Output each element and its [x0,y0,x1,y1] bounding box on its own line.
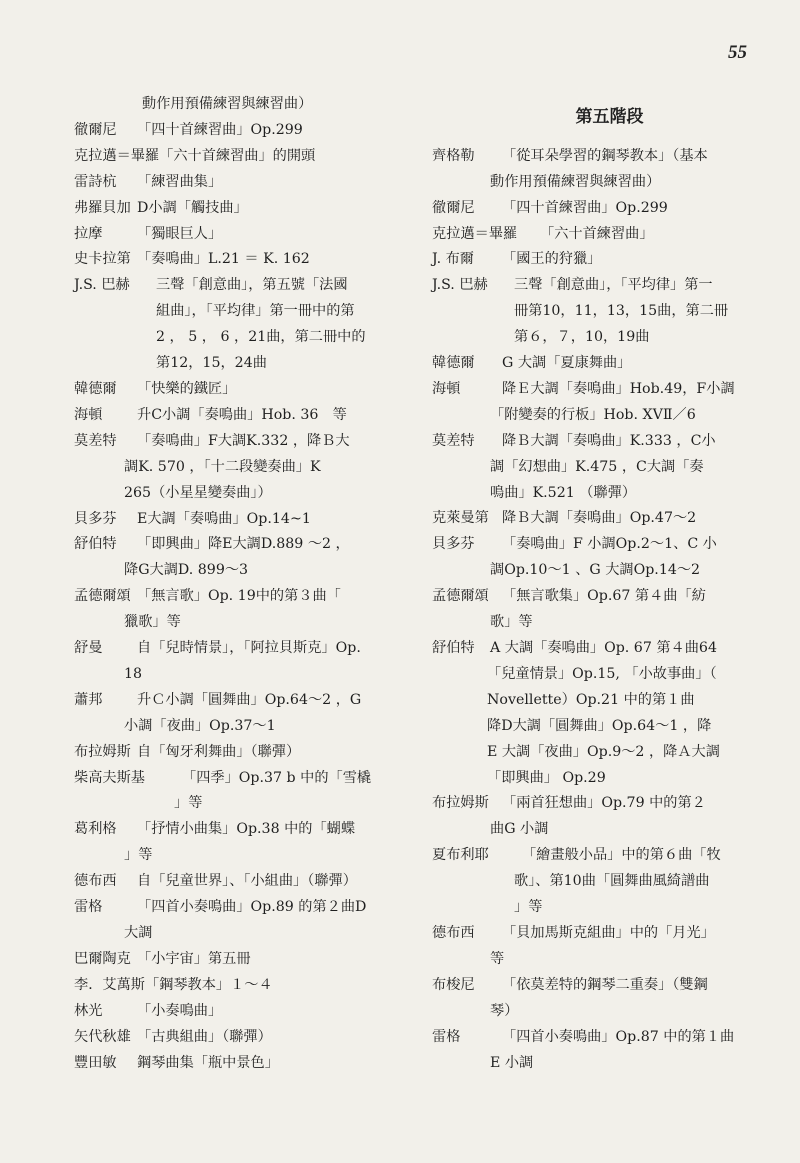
entry [74,144,412,170]
entry-first-line [74,273,412,299]
entry [432,1025,767,1077]
entry-continuation-line [74,921,412,947]
work-text: 調Op.10～1 、G 大調Op.14～2 [490,562,701,579]
composer-name: 莫差特 [74,432,117,449]
entry-continuation-line [74,455,412,481]
entry-first-line [432,377,767,403]
composer-name: 克萊曼第 [432,510,489,527]
work-text: 「小宇宙」第五冊 [137,950,251,967]
entry-continuation-line [432,299,767,325]
composer-name: 李．艾萬斯 [74,976,145,993]
work-text: 」等 [514,899,543,916]
entry [74,688,412,740]
entry-first-line [74,1025,412,1051]
entry-first-line [432,144,767,170]
entry [432,973,767,1025]
entry-first-line [74,196,412,222]
entry [74,895,412,947]
entry [432,532,767,584]
entry-continuation-line [432,558,767,584]
work-text: 調K. 570 ，「十二段變奏曲」K [124,458,321,475]
entry [74,377,412,403]
entry-first-line [74,1051,412,1077]
composer-name: 布拉姆斯 [74,743,131,760]
entry [432,144,767,196]
composer-name: 克拉邁＝畢羅 [432,225,518,242]
right-entries [432,144,767,1077]
work-text: 」等 [124,847,153,864]
work-text: 「即興曲」降E大調D.889 ～2 ， [137,536,350,553]
entry-first-line [432,506,767,532]
work-text: 「兒童情景」Op.15, 「小故事曲」（ [487,665,717,682]
entry-first-line [74,429,412,455]
work-text: 「貝加馬斯克組曲」中的「月光」 [502,924,715,941]
entry-first-line [74,377,412,403]
entry-first-line [74,740,412,766]
composer-name: 徹爾尼 [432,199,475,216]
composer-name: 舒伯特 [74,536,117,553]
composer-name: 克拉邁＝畢羅 [74,147,160,164]
work-text: 獵歌」等 [124,614,181,631]
work-text: 自「兒童世界」、「小組曲」（聯彈） [137,873,357,890]
entry-first-line [74,532,412,558]
work-text: 」等 [174,795,203,812]
entry [432,351,767,377]
work-text: 2 ， 5 ， 6 ，21曲，第二冊中的 [156,329,366,346]
entry-first-line [74,403,412,429]
work-text: 「無言歌」Op. 19中的第３曲「 [137,588,341,605]
entry-first-line [74,507,412,533]
work-text: 組曲」，「平均律」第一冊中的第 [156,303,355,320]
work-text: 18 [124,665,143,682]
entry [432,222,767,248]
entry [74,817,412,869]
entry-continuation-line [432,947,767,973]
entry-first-line [74,118,412,144]
work-text: 「抒情小曲集」Op.38 中的「蝴蝶 [137,821,356,838]
entry [74,222,412,248]
work-text: 「鋼琴教本」１～４ [144,976,273,993]
entry-continuation-line [432,662,767,688]
composer-name: 夏布利耶 [432,847,489,864]
entry-continuation-line [432,895,767,921]
work-text: 「四十首練習曲」Op.299 [502,199,668,216]
entry-continuation-line [74,610,412,636]
work-text: 「附變奏的行板」Hob. XVⅡ／6 [490,406,696,423]
entry-first-line [74,817,412,843]
work-text: 降Ｅ大調「奏鳴曲」Hob.49，F小調 [502,380,735,397]
entry-first-line [74,144,412,170]
work-text: 曲G 小調 [490,821,549,838]
entry-continuation-line [432,714,767,740]
work-text: 「無言歌集」Op.67 第４曲「紡 [502,588,706,605]
composer-name: 柴高夫斯基 [74,769,145,786]
entry-continuation-line [432,170,767,196]
entry [432,921,767,973]
composer-name: 拉摩 [74,225,103,242]
work-text: 「兩首狂想曲」Op.79 中的第２ [502,795,706,812]
entry [74,429,412,507]
composer-name: 德布西 [74,873,117,890]
entry-first-line [74,869,412,895]
entry [432,791,767,843]
entry-continuation-line [432,740,767,766]
work-text: 「國王的狩獵」 [502,251,602,268]
composer-name: 林光 [74,1002,103,1019]
entry [74,403,412,429]
composer-name: 史卡拉第 [74,251,131,268]
entry-continuation-line [74,843,412,869]
entry-first-line [432,973,767,999]
work-text: 「奏鳴曲」F 小調Op.2～1、C 小 [502,536,717,553]
work-text: E 大調「夜曲」Op.9～2 ，降Ａ大調 [487,743,720,760]
work-text: 265（小星星變奏曲」） [124,484,272,501]
work-text: 調「幻想曲」K.475 ，C大調「奏 [490,458,704,475]
entry [74,170,412,196]
entry [74,273,412,377]
work-text: 「小奏鳴曲」 [137,1002,223,1019]
entry-continuation-line [74,481,412,507]
work-text: 「四首小奏鳴曲」Op.87 中的第１曲 [502,1028,735,1045]
work-text: 三聲「創意曲」，第五號「法國 [156,277,348,294]
entry-continuation-line [74,299,412,325]
composer-name: 德布西 [432,924,475,941]
entry-first-line [74,636,412,662]
entry-continuation-line [74,558,412,584]
work-text: 琴） [490,1002,519,1019]
work-text: G 大調「夏康舞曲」 [502,355,632,372]
entry-first-line [432,843,767,869]
entry [74,636,412,688]
entry-first-line [432,636,767,662]
entry [74,1025,412,1051]
composer-name: 齊格勒 [432,147,475,164]
work-text: 第６，７，10，19曲 [514,329,650,346]
work-text: 升C小調「奏鳴曲」Hob. 36 等 [137,406,347,423]
entry-first-line [432,429,767,455]
entry [74,92,412,118]
work-text: 「古典組曲」（聯彈） [137,1028,272,1045]
work-text: 「奏鳴曲」L.21 ＝ K. 162 [137,251,310,268]
entry-first-line [432,532,767,558]
work-text: 降D大調「圓舞曲」Op.64～1 ，降 [487,717,712,734]
work-text: 升Ｃ小調「圓舞曲」Op.64～2 ，G [137,691,362,708]
entry-first-line [74,584,412,610]
work-text: 「快樂的鐵匠」 [137,380,237,397]
entry [74,973,412,999]
entry [74,766,412,818]
entry-first-line [74,222,412,248]
composer-name: 韓德爾 [74,380,117,397]
work-text: 動作用預備練習與練習曲） [490,173,661,190]
entry [74,507,412,533]
entry [432,636,767,791]
work-text: 「六十首練習曲」的開頭 [159,147,316,164]
entry-first-line [432,273,767,299]
entry [74,999,412,1025]
right-column [432,92,767,1076]
composer-name: 孟德爾頌 [74,588,131,605]
composer-name: 雷格 [432,1028,461,1045]
entry-continuation-line [432,403,767,429]
section-title: 第五階段 [575,107,644,127]
entry [432,196,767,222]
entry [432,247,767,273]
work-text: 降Ｂ大調「奏鳴曲」K.333 ，C小 [502,432,716,449]
work-text: 「繪畫般小品」中的第６曲「牧 [522,847,721,864]
work-text: 「四首小奏鳴曲」Op.89 的第２曲D [137,899,367,916]
entry [74,532,412,584]
entry-first-line [432,247,767,273]
entry-continuation-line [74,662,412,688]
entry-first-line [432,351,767,377]
entry [432,584,767,636]
work-text: 「即興曲」 Op.29 [487,769,606,786]
work-text: 「四十首練習曲」Op.299 [137,121,303,138]
entry-first-line [74,999,412,1025]
entry-continuation-line [432,481,767,507]
work-text: 「從耳朵學習的鋼琴教本」（基本 [502,147,708,164]
entry-continuation-line [432,688,767,714]
entry-continuation-line [74,714,412,740]
entry [432,843,767,921]
composer-name: 巴爾陶克 [74,950,131,967]
entry [432,429,767,507]
composer-name: 蕭邦 [74,691,103,708]
entry-first-line [432,196,767,222]
entry-first-line [432,921,767,947]
composer-name: 雷詩杭 [74,173,117,190]
entry [74,1051,412,1077]
composer-name: 矢代秋雄 [74,1028,131,1045]
work-text: 「練習曲集」 [137,173,223,190]
composer-name: 布拉姆斯 [432,795,489,812]
entry [74,247,412,273]
entry-continuation-line [74,791,412,817]
entry-first-line [432,222,767,248]
entry-continuation-line [432,610,767,636]
left-column [74,92,412,1076]
work-text: 「奏鳴曲」F大調K.332 ，降Ｂ大 [137,432,350,449]
entry-first-line [74,170,412,196]
work-text: 等 [490,950,505,967]
composer-name: 葛利格 [74,821,117,838]
composer-name: 豐田敏 [74,1054,117,1071]
composer-name: 舒伯特 [432,640,475,657]
entry [74,740,412,766]
composer-name: 海頓 [74,406,103,423]
work-text: D小調「觸技曲」 [137,199,248,216]
entry [74,118,412,144]
work-text: 「四季」Op.37 b 中的「雪橇 [182,769,372,786]
entry-first-line [432,584,767,610]
work-text: 冊第10，11，13，15曲，第二冊 [514,303,729,320]
work-text: 自「兒時情景」，「阿拉貝斯克」Op. [137,640,361,657]
work-text: 「依莫差特的鋼琴二重奏」（雙鋼 [502,976,708,993]
composer-name: J. 布爾 [432,251,474,268]
entry-continuation-line [432,766,767,792]
work-text: 鳴曲」K.521 （聯彈） [490,484,637,501]
entry-continuation-line [74,325,412,351]
entry-first-line [74,247,412,273]
entry-first-line [432,791,767,817]
composer-name: 韓德爾 [432,355,475,372]
entry-first-line [74,92,412,118]
entry [432,273,767,351]
entry [74,947,412,973]
composer-name: 弗羅貝加 [74,199,131,216]
work-text: E大調「奏鳴曲」Op.14~1 [137,510,311,527]
composer-name: 雷格 [74,899,103,916]
entry [74,869,412,895]
work-text: 降Ｂ大調「奏鳴曲」Op.47～2 [502,510,697,527]
work-text: 「獨眼巨人」 [137,225,223,242]
entry [74,584,412,636]
composer-name: 徹爾尼 [74,121,117,138]
work-text: 自「匈牙利舞曲」（聯彈） [137,743,301,760]
work-text: 鋼琴曲集「瓶中景色」 [137,1054,279,1071]
entry-continuation-line [432,325,767,351]
entry-continuation-line [432,1051,767,1077]
entry-first-line [432,1025,767,1051]
composer-name: 舒曼 [74,640,103,657]
composer-name: 孟德爾頌 [432,588,489,605]
work-text: Novellette）Op.21 中的第１曲 [487,691,695,708]
work-text: 動作用預備練習與練習曲） [142,96,313,112]
entry-first-line [74,766,412,792]
work-text: 小調「夜曲」Op.37～1 [124,717,276,734]
entry-first-line [74,688,412,714]
entry [432,506,767,532]
work-text: 「六十首練習曲」 [540,225,654,242]
composer-name: 海頓 [432,380,461,397]
entry [74,196,412,222]
work-text: 第12，15，24曲 [156,355,267,372]
composer-name: 布梭尼 [432,976,475,993]
entry-continuation-line [432,999,767,1025]
work-text: 降G大調D. 899～3 [124,562,249,579]
entry-continuation-line [74,351,412,377]
entry-first-line [74,947,412,973]
page-number: 55 [728,42,747,63]
entry-continuation-line [432,817,767,843]
composer-name: 貝多芬 [432,536,475,553]
entry-first-line [74,895,412,921]
composer-name: 莫差特 [432,432,475,449]
work-text: 歌」等 [490,614,533,631]
entry [432,377,767,429]
work-text: 三聲「創意曲」，「平均律」第一 [514,277,713,294]
entry-first-line [74,973,412,999]
composer-name: J.S. 巴赫 [74,277,130,294]
work-text: E 小調 [490,1054,534,1071]
entry-continuation-line [432,455,767,481]
entry-continuation-line [432,869,767,895]
work-text: 歌」、第10曲「圓舞曲風綺譜曲 [514,873,710,890]
work-text: 大調 [124,925,153,941]
composer-name: J.S. 巴赫 [432,277,488,294]
composer-name: 貝多芬 [74,510,117,527]
work-text: A 大調「奏鳴曲」Op. 67 第４曲64 [490,640,717,657]
